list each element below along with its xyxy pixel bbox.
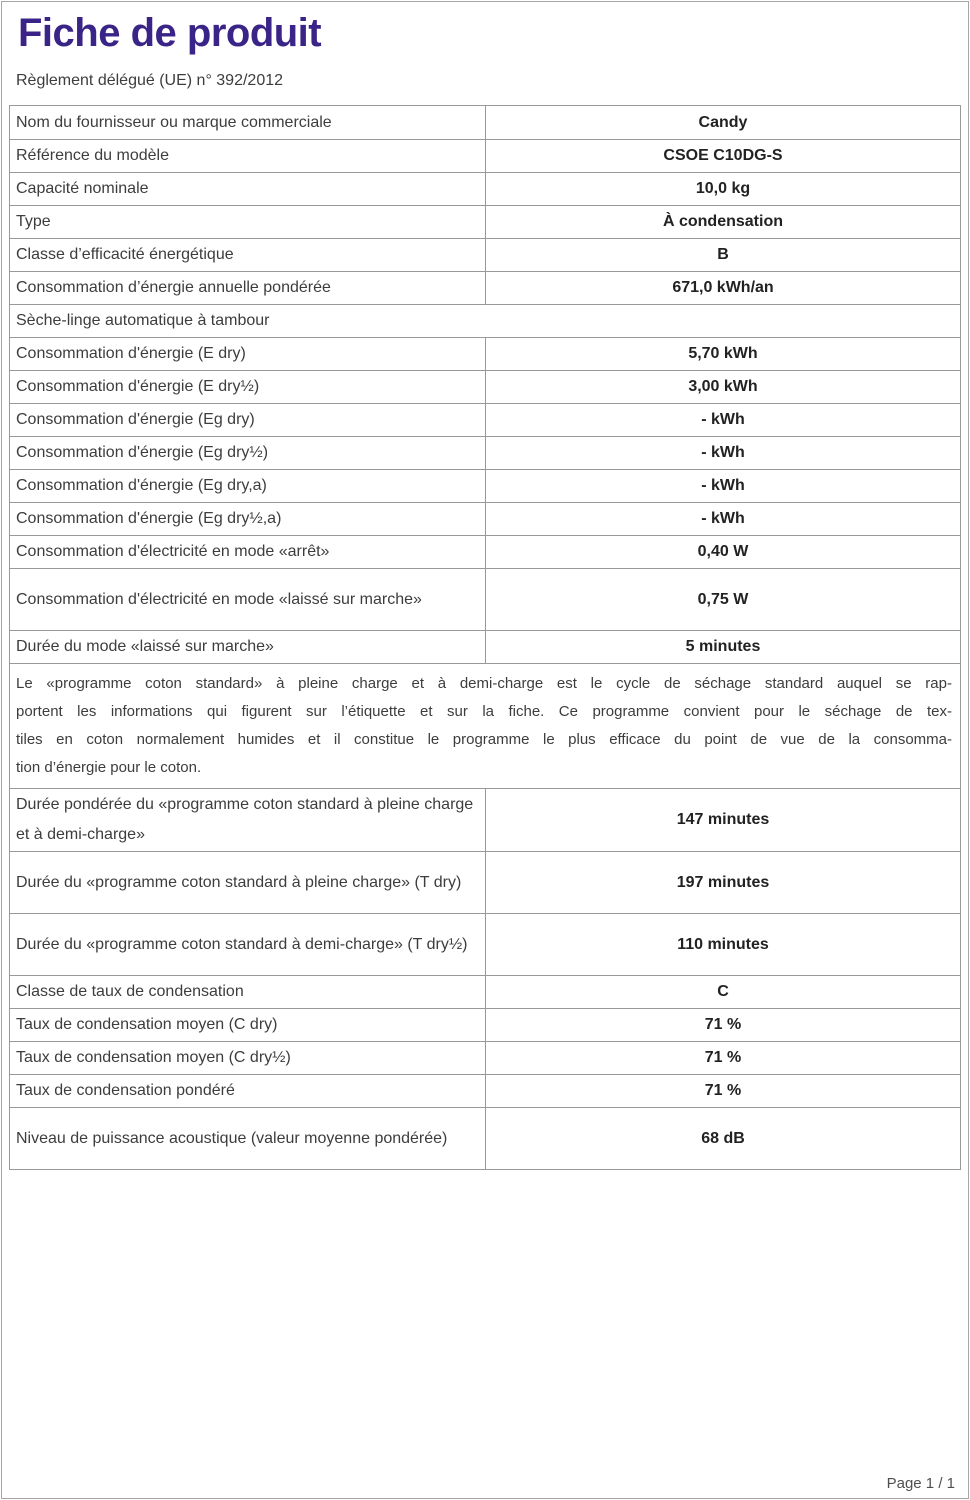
table-row [10,337,960,370]
note-line: Le «programme coton standard» à pleine charge et à demi-charge est le cycle de séchage standard auquel se rap- [16,675,952,692]
row-label: Référence du modèle [16,147,169,164]
note-line: portent les informations qui figurent sur l’étiquette et sur la fiche. Ce programme convient pour le séchage de tex- [16,703,952,720]
note-line: tion d’énergie pour le coton. [16,759,202,776]
row-label: Consommation d'énergie (E dry½) [16,378,260,395]
section-label: Sèche-linge automatique à tambour [16,312,270,329]
row-label: Consommation d'énergie (Eg dry) [16,411,255,428]
row-label: Consommation d’énergie annuelle pondérée [16,279,331,296]
note-line: tiles en coton normalement humides et il constitue le programme le plus efficace du point de vue de la consomma- [16,731,952,748]
row-value: - kWh [485,503,960,535]
table-row [10,1074,960,1107]
table-row [10,975,960,1008]
table-row [10,436,960,469]
row-label: Durée du «programme coton standard à demi-charge» (T dry½) [16,935,468,953]
row-value: 3,00 kWh [485,371,960,403]
row-label: Consommation d'énergie (Eg dry½) [16,444,269,461]
row-label: Consommation d'électricité en mode «laissé sur marche» [16,590,422,608]
table-row [10,403,960,436]
row-value: 147 minutes [485,789,960,851]
row-label: Capacité nominale [16,180,149,197]
table-row [10,172,960,205]
row-value: 5,70 kWh [485,338,960,370]
row-value: 110 minutes [485,914,960,975]
table-row [10,535,960,568]
table-row [10,1107,960,1169]
row-label: Niveau de puissance acoustique (valeur moyenne pondérée) [16,1129,448,1147]
row-label: Consommation d'énergie (E dry) [16,345,246,362]
table-row [10,271,960,304]
row-value: B [485,239,960,271]
document-page [1,1,969,1499]
row-value: - kWh [485,470,960,502]
table-row [10,1041,960,1074]
row-value: CSOE C10DG-S [485,140,960,172]
row-value: 671,0 kWh/an [485,272,960,304]
table-row [10,370,960,403]
page-title: Fiche de produit [18,11,322,55]
row-value: 71 % [485,1075,960,1107]
row-label: Durée du mode «laissé sur marche» [16,638,274,655]
table-row [10,913,960,975]
row-label: Taux de condensation pondéré [16,1082,235,1099]
product-fiche-table [9,105,961,1170]
row-value: 68 dB [485,1108,960,1169]
table-row [10,568,960,630]
row-label: Consommation d'énergie (Eg dry,a) [16,477,267,494]
regulation-subtitle: Règlement délégué (UE) n° 392/2012 [16,72,284,89]
row-value: 71 % [485,1042,960,1074]
row-value: - kWh [485,437,960,469]
table-row [10,106,960,139]
row-label: Nom du fournisseur ou marque commerciale [16,113,332,131]
row-label: Classe d’efficacité énergétique [16,246,234,263]
row-value: C [485,976,960,1008]
table-row [10,502,960,535]
table-row [10,205,960,238]
table-row [10,851,960,913]
table-row [10,630,960,663]
row-value: 71 % [485,1009,960,1041]
row-label: Taux de condensation moyen (C dry½) [16,1049,291,1066]
table-section-row [10,304,960,337]
row-label: Consommation d'énergie (Eg dry½,a) [16,510,282,527]
row-value: 0,40 W [485,536,960,568]
page-number: Page 1 / 1 [886,1475,955,1492]
row-value: - kWh [485,404,960,436]
row-label: Type [16,213,51,230]
table-row [10,139,960,172]
row-value: 5 minutes [485,631,960,663]
row-label: Consommation d'électricité en mode «arrêt» [16,543,330,560]
row-label: Classe de taux de condensation [16,983,244,1000]
standard-programme-note-row [10,663,960,788]
row-value: 0,75 W [485,569,960,630]
row-value: À condensation [485,206,960,238]
row-label: Durée pondérée du «programme coton standard à pleine charge et à demi-charge» [16,796,474,843]
table-row [10,469,960,502]
row-label: Durée du «programme coton standard à pleine charge» (T dry) [16,873,462,891]
row-label: Taux de condensation moyen (C dry) [16,1016,278,1033]
standard-programme-note [10,664,960,788]
row-value: 197 minutes [485,852,960,913]
table-row [10,1008,960,1041]
table-row [10,238,960,271]
row-value: 10,0 kg [485,173,960,205]
row-value: Candy [485,106,960,139]
table-row [10,788,960,851]
